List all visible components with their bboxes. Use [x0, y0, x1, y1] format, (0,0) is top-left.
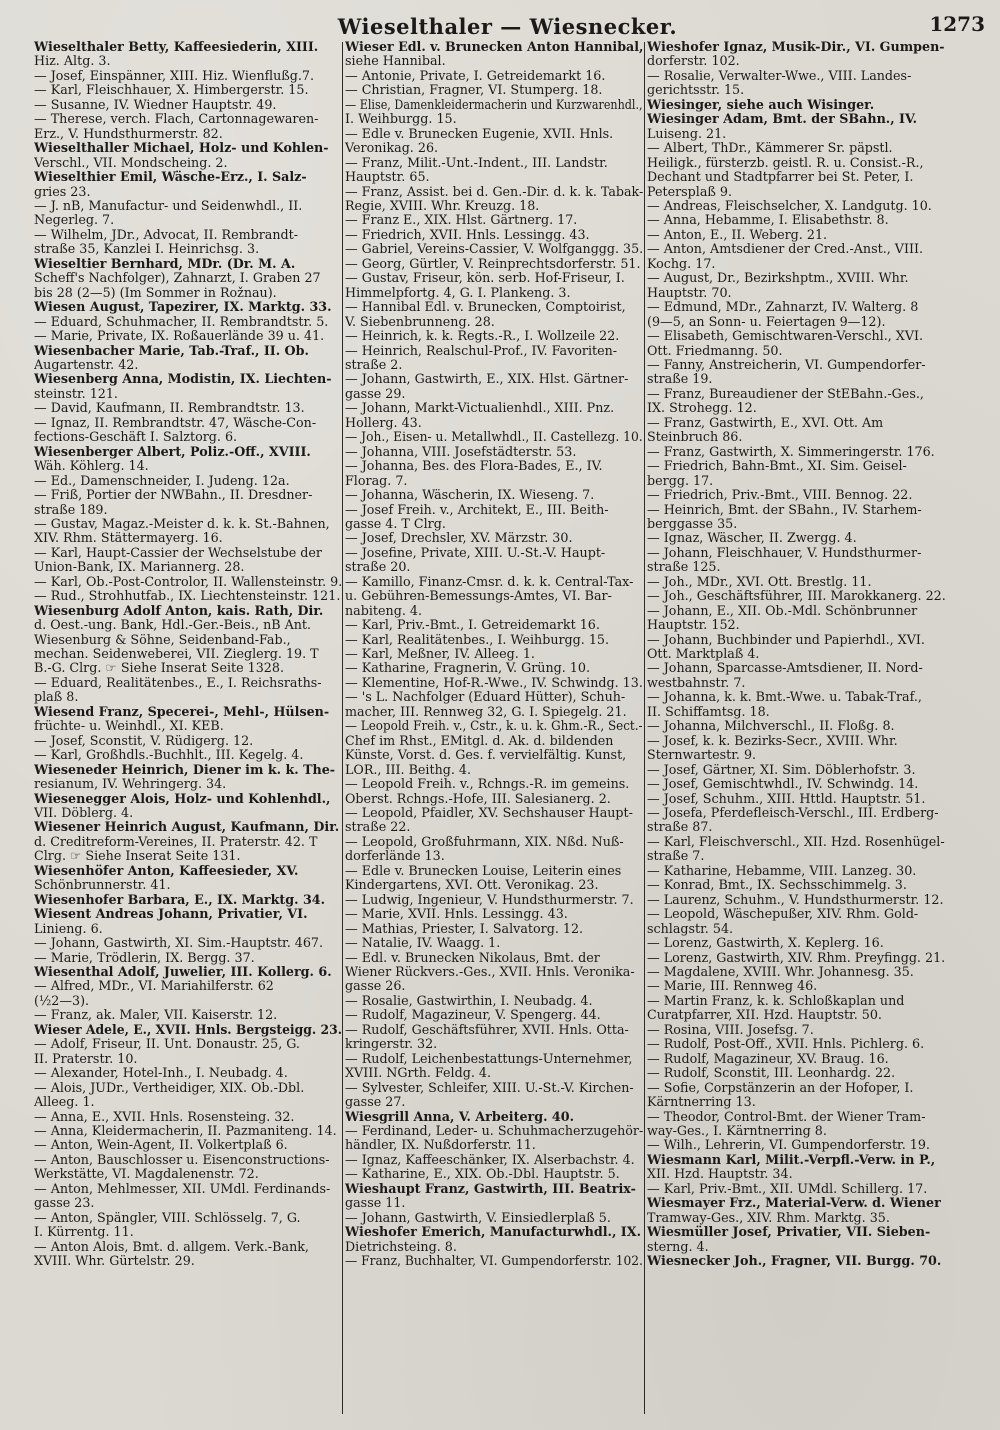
entry-surname-line: Wieseneder Heinrich, Diener im k. k. The-	[34, 761, 336, 777]
entry-line: — Rudolf, Magazineur, XV. Braug. 16.	[647, 1050, 889, 1066]
entry-line: — Franz, Milit.-Unt.-Indent., III. Landstr.	[345, 154, 608, 170]
entry-line: — Heinrich, Realschul-Prof., IV. Favoriten-	[345, 342, 618, 358]
entry-line: — Edle v. Brunecken Louise, Leiterin eines	[345, 862, 622, 878]
entry-line: dorferlände 13.	[345, 848, 445, 864]
entry-line: d. Oest.-ung. Bank, Hdl.-Ger.-Beis., nB Ant.	[34, 617, 312, 633]
entry-line: — Karl, Priv.-Bmt., XII. UMdl. Schillerg. 17.	[647, 1180, 928, 1196]
entry-line: Steinbruch 86.	[647, 429, 743, 445]
entry-line: Oberst. Rchngs.-Hofe, III. Salesianerg. 2.	[345, 790, 611, 806]
entry-line: mechan. Seidenweberei, VII. Zieglerg. 19. T	[34, 646, 319, 662]
entry-line: — Edl. v. Brunecken Nikolaus, Bmt. der	[345, 949, 600, 965]
entry-line: — Josef, Gärtner, XI. Sim. Döblerhofstr. 3.	[647, 761, 916, 777]
entry-line: — Gustav, Magaz.-Meister d. k. k. St.-Bahnen,	[34, 515, 330, 531]
entry-line: — Joh., Eisen- u. Metallwhdl., II. Castellezg. 10.	[345, 429, 643, 445]
entry-line: — August, Dr., Bezirkshptm., XVIII. Whr.	[647, 270, 909, 286]
entry-line: XVIII. Whr. Gürtelstr. 29.	[34, 1253, 195, 1269]
entry-line: Clrg. ☞ Siehe Inserat Seite 131.	[34, 848, 241, 864]
entry-line: — David, Kaufmann, II. Rembrandtstr. 13.	[34, 400, 305, 416]
entry-line: früchte- u. Weinhdl., XI. KEB.	[34, 718, 224, 734]
entry-line: IX. Strohegg. 12.	[647, 400, 757, 416]
entry-line: — Elisabeth, Gemischtwaren-Verschl., XVI.	[647, 328, 924, 344]
entry-line: — Heinrich, Bmt. der SBahn., IV. Starhem-	[647, 501, 922, 517]
entry-line: — Karl, Ob.-Post-Controlor, II. Wallensteinstr. 9.	[34, 573, 342, 589]
entry-line: straße 20.	[345, 559, 411, 575]
entry-line: — Ferdinand, Leder- u. Schuhmacherzugehör-	[345, 1122, 643, 1138]
entry-line: — Magdalene, XVIII. Whr. Johannesg. 35.	[647, 964, 914, 979]
entry-line: — Ignaz, Wäscher, II. Zwergg. 4.	[647, 530, 857, 546]
entry-line: — Andreas, Fleischselcher, X. Landgutg. 10.	[647, 197, 932, 213]
entry-line: u. Gebühren-Bemessungs-Amtes, VI. Bar-	[345, 588, 612, 604]
entry-line: Kärntnerring 13.	[647, 1094, 756, 1110]
entry-surname-line: Wieselthier Emil, Wäsche-Erz., I. Salz-	[34, 169, 307, 185]
entry-line: Dechant und Stadtpfarrer bei St. Peter, I.	[647, 169, 914, 185]
entry-line: — Eduard, Realitätenbes., E., I. Reichsraths-	[34, 674, 322, 690]
entry-line: — Friß, Portier der NWBahn., II. Dresdner-	[34, 487, 313, 503]
entry-line: — Heinrich, k. k. Regts.-R., I. Wollzeile 22.	[345, 328, 620, 344]
entry-line: Kochg. 17.	[647, 255, 716, 271]
entry-line: — Johanna, Bes. des Flora-Bades, E., IV.	[345, 458, 603, 474]
entry-line: — Eduard, Schuhmacher, II. Rembrandtstr. 5.	[34, 313, 329, 329]
entry-line: — Natalie, IV. Waagg. 1.	[345, 935, 501, 951]
page-number: 1273	[929, 12, 985, 36]
entry-line: — Wilhelm, JDr., Advocat, II. Rembrandt-	[34, 226, 299, 242]
entry-line: Petersplaß 9.	[647, 183, 733, 199]
entry-line: — Marie, XVII. Hnls. Lessingg. 43.	[345, 906, 568, 922]
entry-line: — Therese, verch. Flach, Cartonnagewaren-	[34, 111, 319, 127]
entry-line: Linieng. 6.	[34, 920, 103, 936]
entry-surname-line: Wiesener Heinrich August, Kaufmann, Dir.	[34, 819, 340, 835]
entry-line: Himmelpfortg. 4, G. I. Plankeng. 3.	[345, 284, 571, 300]
entry-surname-line: Wiesinger Adam, Bmt. der SBahn., IV.	[647, 111, 918, 127]
column-rule-2	[644, 42, 645, 1414]
entry-line: — Franz, Bureaudiener der StEBahn.-Ges.,	[647, 385, 924, 401]
entry-line: — Anna, Kleidermacherin, II. Pazmaniteng. 14.	[34, 1122, 337, 1138]
entry-line: — Anna, E., XVII. Hnls. Rosensteing. 32.	[34, 1108, 295, 1124]
entry-surname-line: Wiesmayer Frz., Material-Verw. d. Wiener	[647, 1195, 941, 1211]
entry-line: — Johann, Sparcasse-Amtsdiener, II. Nord-	[647, 660, 923, 676]
entry-line: — Anton, Amtsdiener der Cred.-Anst., VIII.	[647, 241, 924, 257]
entry-line: — Rudolf, Magazineur, V. Spengerg. 44.	[345, 1007, 601, 1023]
entry-line: — Fanny, Anstreicherin, VI. Gumpendorfer-	[647, 356, 926, 372]
entry-line: II. Praterstr. 10.	[34, 1050, 138, 1066]
entry-line: — Alfred, MDr., VI. Mariahilferstr. 62	[34, 978, 274, 994]
entry-surname-line: Wieser Edl. v. Brunecken Anton Hannibal,	[345, 40, 643, 54]
entry-surname-line: Wieshofer Emerich, Manufacturwhdl., IX.	[345, 1224, 642, 1240]
entry-line: XII. Hzd. Hauptstr. 34.	[647, 1166, 793, 1182]
entry-line: — Friedrich, XVII. Hnls. Lessingg. 43.	[345, 226, 590, 242]
entry-line: — Karl, Fleischverschl., XII. Hzd. Rosenhügel-	[647, 833, 945, 849]
entry-surname-line: Wiesmann Karl, Milit.-Verpfl.-Verw. in P.,	[647, 1151, 936, 1167]
entry-line: — Rud., Strohhutfab., IX. Liechtensteinstr. 121.	[34, 588, 341, 604]
entry-surname-line: Wiesinger, siehe auch Wisinger.	[647, 96, 875, 112]
entry-line: Kindergartens, XVI. Ott. Veronikag. 23.	[345, 877, 599, 893]
entry-line: — Anton, Spängler, VIII. Schlösselg. 7, G.	[34, 1209, 301, 1225]
entry-line: Hiz. Altg. 3.	[34, 53, 111, 69]
entry-line: — Johann, Buchbinder und Papierhdl., XVI.	[647, 631, 925, 647]
entry-surname-line: Wiesenegger Alois, Holz- und Kohlenhdl.,	[34, 790, 331, 806]
entry-line: — Anton, Wein-Agent, II. Volkertplaß 6.	[34, 1137, 288, 1153]
entry-line: — Franz, Buchhalter, VI. Gumpendorferstr. 102.	[345, 1253, 643, 1269]
entry-surname-line: Wiesgrill Anna, V. Arbeiterg. 40.	[345, 1108, 574, 1124]
entry-line: VII. Döblerg. 4.	[34, 805, 134, 821]
entry-line: — Johanna, Wäscherin, IX. Wieseng. 7.	[345, 487, 595, 503]
entry-line: plaß 8.	[34, 689, 79, 705]
entry-line: — Kamillo, Finanz-Cmsr. d. k. k. Central-Tax-	[345, 573, 634, 589]
entry-line: — Josef, Gemischtwhdl., IV. Schwindg. 14.	[647, 776, 919, 792]
entry-line: — Leopold, Wäschepußer, XIV. Rhm. Gold-	[647, 906, 919, 922]
entry-line: XIV. Rhm. Stättermayerg. 16.	[34, 530, 223, 546]
entry-line: Chef im Rhst., EMitgl. d. Ak. d. bildenden	[345, 732, 614, 748]
entry-line: straße 19.	[647, 371, 713, 387]
entry-line: gasse 11.	[345, 1195, 406, 1211]
entry-line: — Josefa, Pferdefleisch-Verschl., III. Erdberg-	[647, 805, 939, 821]
entry-line: — J. nB, Manufactur- und Seidenwhdl., II.	[34, 197, 303, 213]
entry-line: — Rudolf, Sconstit, III. Leonhardg. 22.	[647, 1065, 896, 1081]
entry-line: Curatpfarrer, XII. Hzd. Hauptstr. 50.	[647, 1007, 882, 1023]
page-header	[30, 10, 985, 40]
entry-line: — Johann, E., XII. Ob.-Mdl. Schönbrunner	[647, 602, 918, 618]
entry-line: dorferstr. 102.	[647, 53, 740, 69]
entry-line: — Christian, Fragner, VI. Stumperg. 18.	[345, 82, 603, 98]
entry-line: B.-G. Clrg. ☞ Siehe Inserat Seite 1328.	[34, 660, 284, 676]
entry-line: — Rudolf, Geschäftsführer, XVII. Hnls. Otta-	[345, 1021, 629, 1037]
entry-line: — Josef, Einspänner, XIII. Hiz. Wienflußg.7.	[34, 67, 314, 83]
entry-line: — Johanna, VIII. Josefstädterstr. 53.	[345, 443, 577, 459]
entry-line: — Leopold, Großfuhrmann, XIX. Nßd. Nuß-	[345, 833, 624, 849]
entry-line: Heiligk., fürsterzb. geistl. R. u. Consist.-R.,	[647, 154, 924, 170]
entry-line: — Ed., Damenschneider, I. Judeng. 12a.	[34, 472, 290, 488]
entry-line: — Rosalie, Verwalter-Wwe., VIII. Landes-	[647, 67, 912, 83]
entry-line: — Leopold Freih. v., Rchngs.-R. im gemeins.	[345, 776, 630, 792]
entry-line: — Wilh., Lehrerin, VI. Gumpendorferstr. 19.	[647, 1137, 930, 1153]
entry-line: — Josef, Drechsler, XV. Märzstr. 30.	[345, 530, 573, 546]
entry-line: — Laurenz, Schuhm., V. Hundsthurmerstr. 12.	[647, 891, 944, 907]
entry-line: gerichtsstr. 15.	[647, 82, 745, 98]
entry-line: — Anton, Bauschlosser u. Eisenconstructions-	[34, 1151, 330, 1167]
entry-surname-line: Wiesenberger Albert, Poliz.-Off., XVIII.	[34, 443, 311, 459]
entry-surname-line: Wieseltier Bernhard, MDr. (Dr. M. A.	[34, 255, 296, 271]
entry-line: I. Weihburgg. 15.	[345, 111, 457, 127]
entry-line: resianum, IV. Wehringerg. 34.	[34, 776, 227, 792]
entry-line: kringerstr. 32.	[345, 1036, 438, 1052]
entry-line: II. Schiffamtsg. 18.	[647, 703, 770, 719]
entry-line: — Gustav, Friseur, kön. serb. Hof-Friseur, I.	[345, 270, 625, 286]
entry-line: — Albert, ThDr., Kämmerer Sr. päpstl.	[647, 140, 893, 156]
entry-line: — Elise, Damenkleidermacherin und Kurzwarenhdl.,	[345, 96, 643, 112]
entry-line: steinstr. 121.	[34, 385, 118, 401]
entry-line: Hauptstr. 65.	[345, 169, 430, 185]
entry-surname-line: Wiesenhöfer Anton, Kaffeesieder, XV.	[34, 862, 299, 878]
entry-line: — 's L. Nachfolger (Eduard Hütter), Schuh-	[345, 689, 626, 705]
entry-line: — Konrad, Bmt., IX. Sechsschimmelg. 3.	[647, 877, 907, 893]
entry-line: — Johann, Markt-Victualienhdl., XIII. Pnz.	[345, 400, 615, 416]
entry-line: — Alois, JUDr., Vertheidiger, XIX. Ob.-Dbl.	[34, 1079, 305, 1095]
entry-line: straße 22.	[345, 819, 411, 835]
entry-surname-line: Wiesenbacher Marie, Tab.-Traf., II. Ob.	[34, 342, 309, 358]
entry-line: — Lorenz, Gastwirth, X. Keplerg. 16.	[647, 935, 884, 951]
entry-line: — Anton Alois, Bmt. d. allgem. Verk.-Bank,	[34, 1238, 309, 1254]
entry-line: LOR., III. Beithg. 4.	[345, 761, 472, 777]
entry-surname-line: Wiesnecker Joh., Fragner, VII. Burgg. 70.	[647, 1253, 942, 1269]
entry-line: siehe Hannibal.	[345, 53, 446, 69]
entry-line: — Karl, Realitätenbes., I. Weihburgg. 15.	[345, 631, 610, 647]
entry-line: straße 35, Kanzlei I. Heinrichsg. 3.	[34, 241, 260, 257]
entry-line: Wiener Rückvers.-Ges., XVII. Hnls. Veronika-	[345, 964, 635, 979]
entry-line: (½2—3).	[34, 992, 90, 1008]
running-head: Wieselthaler — Wiesnecker.	[337, 14, 678, 39]
entry-line: — Johann, Gastwirth, XI. Sim.-Hauptstr. 467.	[34, 935, 324, 951]
entry-line: — Friedrich, Bahn-Bmt., XI. Sim. Geisel-	[647, 458, 907, 474]
entry-line: (9—5, an Sonn- u. Feiertagen 9—12).	[647, 313, 886, 329]
entry-line: gasse 23.	[34, 1195, 95, 1211]
entry-line: bergg. 17.	[647, 472, 714, 488]
entry-line: — Marie, Trödlerin, IX. Bergg. 37.	[34, 949, 255, 965]
entry-surname-line: Wieselthaller Michael, Holz- und Kohlen-	[34, 140, 329, 156]
entry-line: — Theodor, Control-Bmt. der Wiener Tram-	[647, 1108, 926, 1124]
entry-line: Hauptstr. 70.	[647, 284, 732, 300]
entry-line: gasse 27.	[345, 1094, 406, 1110]
entry-line: — Johanna, Milchverschl., II. Floßg. 8.	[647, 718, 895, 734]
entry-line: — Ludwig, Ingenieur, V. Hundsthurmerstr. 7.	[345, 891, 634, 907]
entry-line: I. Kürrentg. 11.	[34, 1224, 134, 1240]
entry-line: Ott. Friedmanng. 50.	[647, 342, 783, 358]
entry-line: — Anna, Hebamme, I. Elisabethstr. 8.	[647, 212, 889, 228]
entry-surname-line: Wiesend Franz, Specerei-, Mehl-, Hülsen-	[34, 703, 330, 719]
entry-surname-line: Wiesenhofer Barbara, E., IX. Marktg. 34.	[34, 891, 326, 907]
entry-line: — Franz, Gastwirth, X. Simmeringerstr. 176.	[647, 443, 935, 459]
entry-line: — Alexander, Hotel-Inh., I. Neubadg. 4.	[34, 1065, 288, 1081]
entry-line: straße 189.	[34, 501, 108, 517]
entry-line: Werkstätte, VI. Magdalenenstr. 72.	[34, 1166, 259, 1182]
entry-line: — Friedrich, Priv.-Bmt., VIII. Bennog. 22.	[647, 487, 913, 503]
entry-line: Luiseng. 21.	[647, 125, 727, 141]
entry-line: Tramway-Ges., XIV. Rhm. Marktg. 35.	[647, 1209, 890, 1225]
entry-line: — Rudolf, Post-Off., XVII. Hnls. Pichlerg. 6.	[647, 1036, 925, 1052]
entry-line: — Josef, Sconstit, V. Rüdigerg. 12.	[34, 732, 254, 748]
entry-line: westbahnstr. 7.	[647, 674, 746, 690]
entry-line: macher, III. Rennweg 32, G. I. Spiegelg. 21.	[345, 703, 627, 719]
entry-line: straße 87.	[647, 819, 713, 835]
entry-line: — Johann, Gastwirth, E., XIX. Hlst. Gärtner-	[345, 371, 629, 387]
entry-line: — Johann, Gastwirth, V. Einsiedlerplaß 5.	[345, 1209, 611, 1225]
entry-line: Regie, XVIII. Whr. Kreuzg. 18.	[345, 197, 540, 213]
entry-line: gasse 26.	[345, 978, 406, 994]
entry-surname-line: Wiesent Andreas Johann, Privatier, VI.	[34, 906, 308, 922]
entry-line: — Adolf, Friseur, II. Unt. Donaustr. 25, G.	[34, 1036, 300, 1052]
column-1	[34, 40, 342, 1425]
entry-line: Negerleg. 7.	[34, 212, 115, 228]
entry-line: — Edle v. Brunecken Eugenie, XVII. Hnls.	[345, 125, 614, 141]
entry-line: — Hannibal Edl. v. Brunecken, Comptoirist,	[345, 299, 626, 315]
entry-line: — Karl, Meßner, IV. Alleeg. 1.	[345, 646, 535, 662]
entry-line: — Franz, Gastwirth, E., XVI. Ott. Am	[647, 414, 884, 430]
entry-line: — Karl, Fleischhauer, X. Himbergerstr. 15.	[34, 82, 309, 98]
entry-line: schlagstr. 54.	[647, 920, 734, 936]
entry-line: — Marie, III. Rennweg 46.	[647, 978, 818, 994]
entry-line: — Karl, Haupt-Cassier der Wechselstube der	[34, 544, 322, 560]
entry-line: — Klementine, Hof-R.-Wwe., IV. Schwindg. 13.	[345, 674, 643, 690]
entry-line: — Franz, Assist. bei d. Gen.-Dir. d. k. k. Tabak-	[345, 183, 643, 199]
entry-line: — Josef Freih. v., Architekt, E., III. Beith-	[345, 501, 609, 517]
entry-line: Augartenstr. 42.	[34, 356, 139, 372]
entry-line: — Katharine, Fragnerin, V. Grüng. 10.	[345, 660, 590, 676]
entry-line: — Rosina, VIII. Josefsg. 7.	[647, 1021, 814, 1037]
entry-line: Florag. 7.	[345, 472, 408, 488]
entry-line: — Sylvester, Schleifer, XIII. U.-St.-V. Kirchen-	[345, 1079, 634, 1095]
entry-line: gries 23.	[34, 183, 91, 199]
entry-line: — Mathias, Priester, I. Salvatorg. 12.	[345, 920, 584, 936]
entry-line: — Johanna, k. k. Bmt.-Wwe. u. Tabak-Traf.,	[647, 689, 922, 705]
entry-line: — Georg, Gürtler, V. Reinprechtsdorferstr. 51.	[345, 255, 641, 271]
entry-surname-line: Wieselthaler Betty, Kaffeesiederin, XIII.	[34, 40, 319, 54]
entry-line: — Joh., Geschäftsführer, III. Marokkanerg. 22.	[647, 588, 946, 604]
entry-line: V. Siebenbrunneng. 28.	[345, 313, 495, 329]
entry-line: berggasse 35.	[647, 515, 738, 531]
entry-line: — Anton, Mehlmesser, XII. UMdl. Ferdinands-	[34, 1180, 331, 1196]
entry-line: — Ignaz, II. Rembrandtstr. 47, Wäsche-Con-	[34, 414, 317, 430]
entry-surname-line: Wieshaupt Franz, Gastwirth, III. Beatrix-	[345, 1180, 636, 1196]
entry-line: — Martin Franz, k. k. Schloßkaplan und	[647, 992, 905, 1008]
entry-line: — Josef, k. k. Bezirks-Secr., XVIII. Whr.	[647, 732, 898, 748]
entry-line: Scheff's Nachfolger), Zahnarzt, I. Graben 27	[34, 270, 321, 286]
entry-line: — Josefine, Private, XIII. U.-St.-V. Haupt-	[345, 544, 606, 560]
entry-surname-line: Wiesmüller Josef, Privatier, VII. Sieben-	[647, 1224, 931, 1240]
entry-line: Ott. Marktplaß 4.	[647, 646, 760, 662]
entry-surname-line: Wiesenberg Anna, Modistin, IX. Liechten-	[34, 371, 332, 387]
entry-line: — Gabriel, Vereins-Cassier, V. Wolfganggg. 35.	[345, 241, 643, 257]
entry-line: — Rosalie, Gastwirthin, I. Neubadg. 4.	[345, 992, 593, 1008]
entry-line: — Lorenz, Gastwirth, XIV. Rhm. Preyfingg. 21.	[647, 949, 946, 965]
entry-line: — Rudolf, Leichenbestattungs-Unternehmer,	[345, 1050, 633, 1066]
entry-line: Dietrichsteing. 8.	[345, 1238, 457, 1254]
entry-line: — Katharine, Hebamme, VIII. Lanzeg. 30.	[647, 862, 917, 878]
entry-line: Wiesenburg & Söhne, Seidenband-Fab.,	[34, 631, 291, 647]
entry-line: way-Ges., I. Kärntnerring 8.	[647, 1122, 827, 1138]
entry-line: Sternwartestr. 9.	[647, 747, 757, 763]
entry-line: Union-Bank, IX. Mariannerg. 28.	[34, 559, 245, 575]
entry-line: gasse 29.	[345, 385, 406, 401]
entry-line: — Susanne, IV. Wiedner Hauptstr. 49.	[34, 96, 277, 112]
entry-line: Alleeg. 1.	[34, 1094, 95, 1110]
column-3	[647, 40, 953, 1425]
entry-line: händler, IX. Nußdorferstr. 11.	[345, 1137, 536, 1153]
entry-line: — Karl, Großhdls.-Buchhlt., III. Kegelg. 4.	[34, 747, 304, 763]
column-rule-1	[342, 42, 343, 1414]
entry-surname-line: Wieshofer Ignaz, Musik-Dir., VI. Gumpen-	[647, 40, 945, 54]
entry-line: XVIII. NGrth. Feldg. 4.	[345, 1065, 492, 1081]
column-2	[345, 40, 643, 1425]
entry-surname-line: Wieser Adele, E., XVII. Hnls. Bergsteigg. 23.	[34, 1021, 342, 1037]
entry-line: — Franz E., XIX. Hlst. Gärtnerg. 17.	[345, 212, 578, 228]
entry-line: — Ignaz, Kaffeeschänker, IX. Alserbachstr. 4.	[345, 1151, 635, 1167]
entry-line: Hollerg. 43.	[345, 414, 422, 430]
entry-surname-line: Wiesenthal Adolf, Juwelier, III. Kollerg. 6.	[34, 964, 332, 979]
entry-line: — Josef, Schuhm., XIII. Httld. Hauptstr. 51.	[647, 790, 926, 806]
entry-line: Schönbrunnerstr. 41.	[34, 877, 171, 893]
entry-line: bis 28 (2—5) (Im Sommer in Rožnau).	[34, 284, 277, 300]
entry-line: — Karl, Priv.-Bmt., I. Getreidemarkt 16.	[345, 617, 600, 633]
entry-surname-line: Wiesenburg Adolf Anton, kais. Rath, Dir.	[34, 602, 324, 618]
entry-line: — Joh., MDr., XVI. Ott. Brestlg. 11.	[647, 573, 872, 589]
entry-line: — Sofie, Corpstänzerin an der Hofoper, I.	[647, 1079, 914, 1095]
entry-line: gasse 4. T Clrg.	[345, 515, 446, 531]
entry-line: straße 7.	[647, 848, 705, 864]
entry-line: sterng. 4.	[647, 1238, 709, 1254]
entry-line: — Anton, E., II. Weberg. 21.	[647, 226, 828, 242]
entry-line: Verschl., VII. Mondscheing. 2.	[34, 154, 228, 170]
entry-line: — Franz, ak. Maler, VII. Kaiserstr. 12.	[34, 1007, 278, 1023]
entry-line: Hauptstr. 152.	[647, 617, 740, 633]
entry-line: fections-Geschäft I. Salztorg. 6.	[34, 429, 238, 445]
entry-line: — Antonie, Private, I. Getreidemarkt 16.	[345, 67, 606, 83]
entry-line: — Leopold Freih. v., Cstr., k. u. k. Ghm.-R., Sect.-	[345, 718, 643, 734]
entry-line: — Johann, Fleischhauer, V. Hundsthurmer-	[647, 544, 922, 560]
entry-line: Künste, Vorst. d. Ges. f. vervielfältig. Kunst,	[345, 747, 627, 763]
entry-line: — Katharine, E., XIX. Ob.-Dbl. Hauptstr. 5.	[345, 1166, 620, 1182]
entry-line: Veronikag. 26.	[345, 140, 439, 156]
entry-line: Wäh. Köhlerg. 14.	[34, 458, 149, 474]
entry-line: — Leopold, Pfaidler, XV. Sechshauser Haupt-	[345, 805, 633, 821]
entry-line: — Marie, Private, IX. Roßauerlände 39 u. 41.	[34, 328, 325, 344]
entry-line: straße 2.	[345, 356, 403, 372]
entry-line: straße 125.	[647, 559, 721, 575]
entry-line: nabiteng. 4.	[345, 602, 422, 618]
entry-line: Erz., V. Hundsthurmerstr. 82.	[34, 125, 223, 141]
entry-line: — Edmund, MDr., Zahnarzt, IV. Walterg. 8	[647, 299, 919, 315]
entry-surname-line: Wiesen August, Tapezirer, IX. Marktg. 33.	[34, 299, 332, 315]
entry-line: d. Creditreform-Vereines, II. Praterstr. 42. T	[34, 833, 318, 849]
